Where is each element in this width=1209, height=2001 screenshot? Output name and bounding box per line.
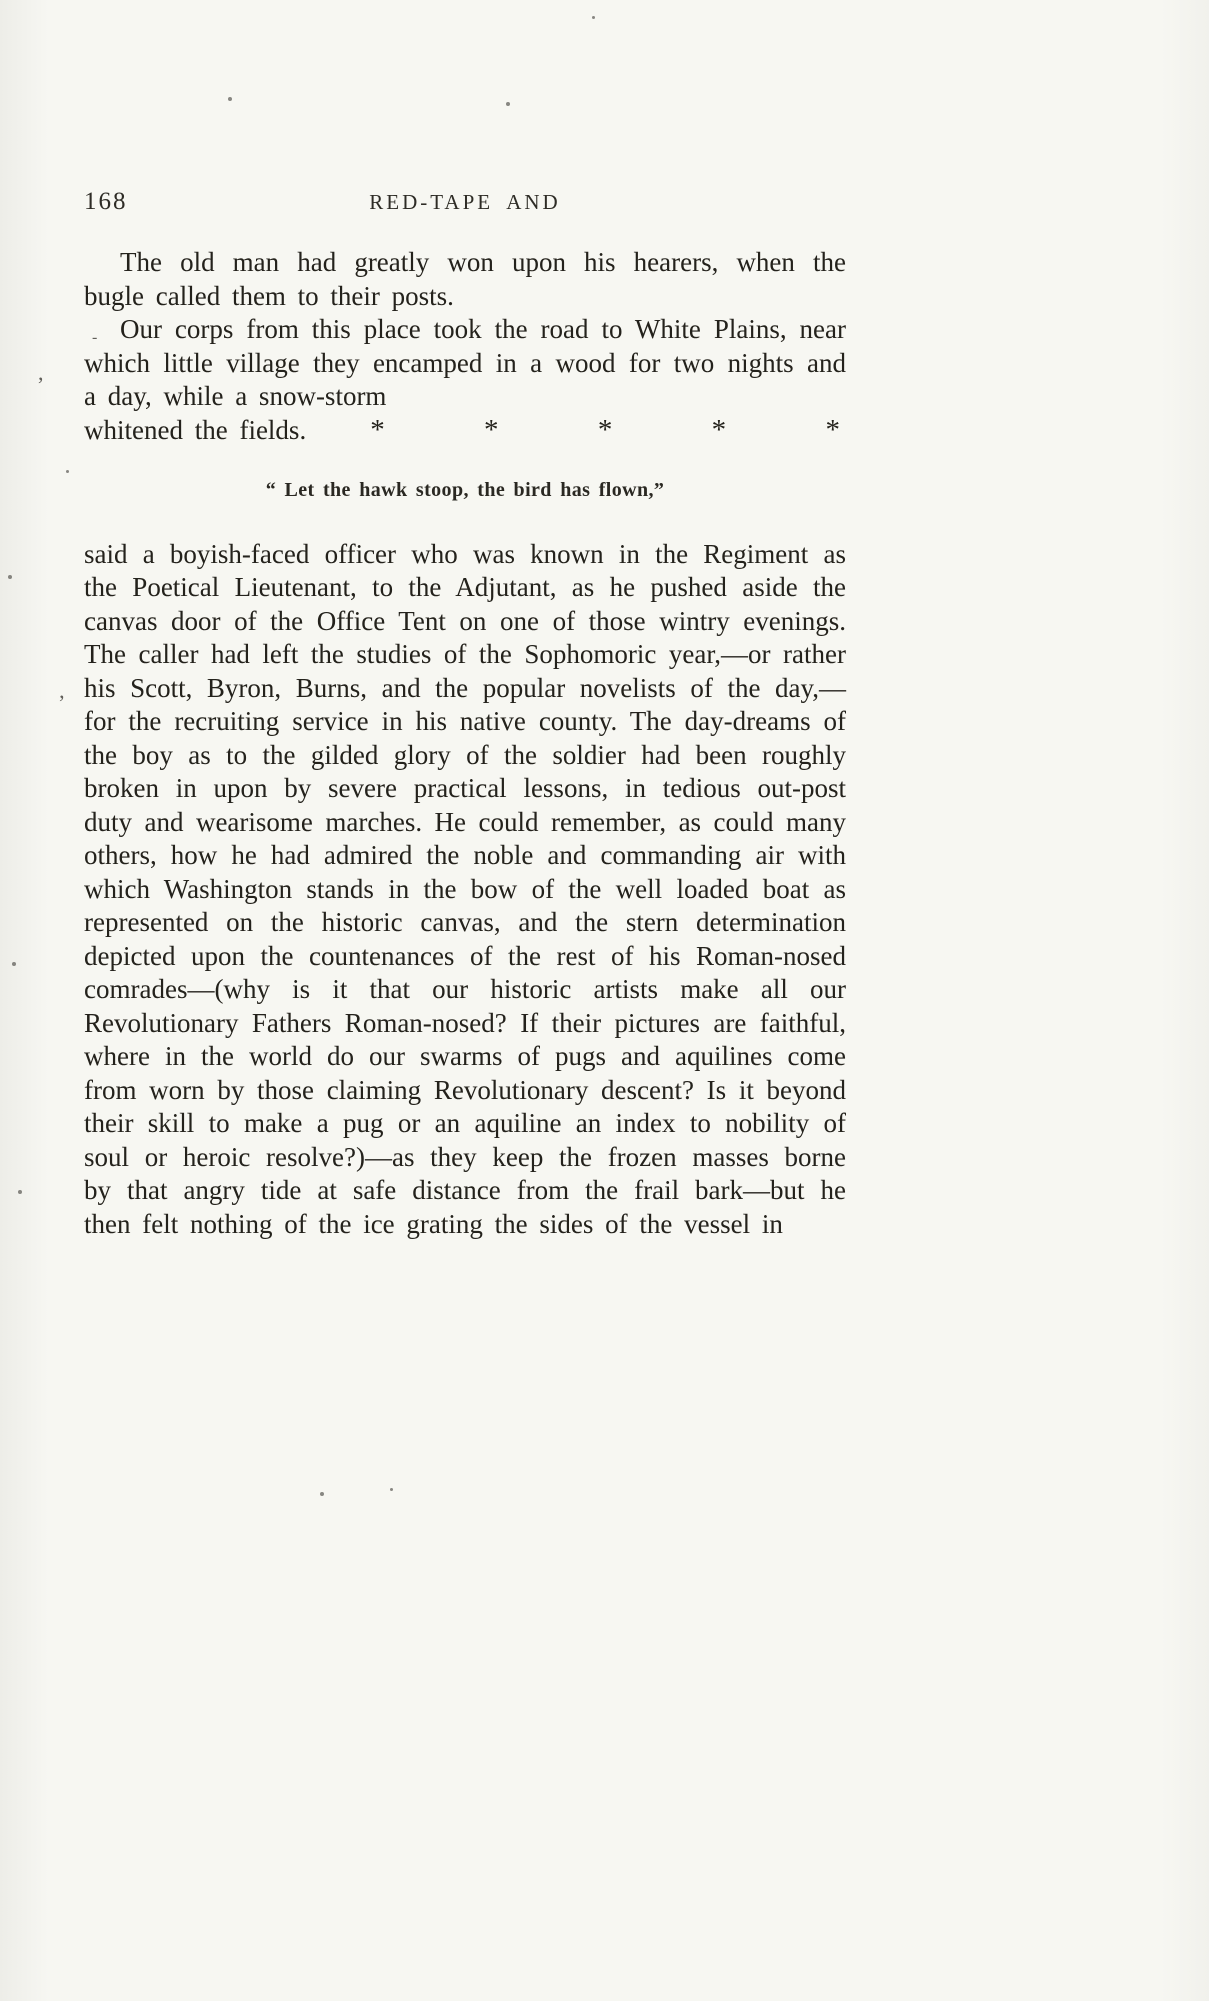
- asterisk: *: [597, 413, 613, 446]
- asterisk-line: [84, 414, 846, 448]
- scan-speck: [18, 1190, 22, 1194]
- section-break-asterisks: [306, 414, 846, 448]
- asterisk: *: [711, 413, 727, 446]
- scan-stray-mark: ,: [38, 360, 44, 385]
- scan-speck: [390, 1488, 393, 1491]
- scan-speck: [228, 97, 232, 101]
- asterisk: *: [825, 413, 840, 446]
- scan-speck: [12, 962, 16, 966]
- scan-stray-mark: ’: [58, 690, 66, 715]
- paragraph-2-last-line: whitened the fields.: [84, 414, 307, 445]
- scan-speck: [506, 102, 510, 106]
- paragraph-3: said a boyish-faced officer who was known in the Regiment as the Poetical Lieutenant, to the Adjutant, as he pushed aside the canvas door of the Office Tent on one of those wintry evenings. The caller had left the studies of the Sophomoric year,—or rather his Scott, Byron, Burns, and the popular novelists of the day,—for the recruiting service in his native county. The day-dreams of the boy as to the gilded glory of the soldier had been roughly broken in upon by severe practical lessons, in tedious out-post duty and wearisome marches. He could remember, as could many others, how he had admired the noble and commanding air with which Washington stands in the bow of the well loaded boat as represented on the historic canvas, and the stern determination depicted upon the countenances of the rest of his Roman-nosed comrades—(why is it that our historic artists make all our Revolutionary Fathers Roman-nosed? If their pictures are faithful, where in the world do our swarms of pugs and aquilines come from worn by those claiming Revolutionary descent? Is it beyond their skill to make a pug or an aquiline an index to nobility of soul or heroic resolve?)—as they keep the frozen masses borne by that angry tide at safe distance from the frail bark—but he then felt nothing of the ice grating the sides of the vessel in: [84, 538, 846, 1239]
- asterisk: *: [484, 413, 499, 446]
- asterisk: *: [370, 413, 385, 446]
- scan-speck: [66, 470, 69, 473]
- scan-speck: [8, 575, 12, 579]
- scan-speck: [320, 1492, 324, 1496]
- scan-speck: [592, 16, 595, 19]
- page-body: [84, 246, 846, 1241]
- paragraph-2: Our corps from this place took the road to White Plains, near which little village they encamped in a wood for two nights and a day, while a snow-storm: [84, 314, 846, 411]
- running-header: [84, 188, 846, 218]
- verse-quote: “ Let the hawk stoop, the bird has flown,”: [265, 479, 665, 501]
- running-title: RED-TAPE AND: [369, 190, 561, 214]
- paragraph-1: The old man had greatly won upon his hearers, when the bugle called them to their posts.: [84, 247, 846, 311]
- scan-stray-mark: -: [92, 329, 98, 346]
- page-number: 168: [84, 188, 128, 215]
